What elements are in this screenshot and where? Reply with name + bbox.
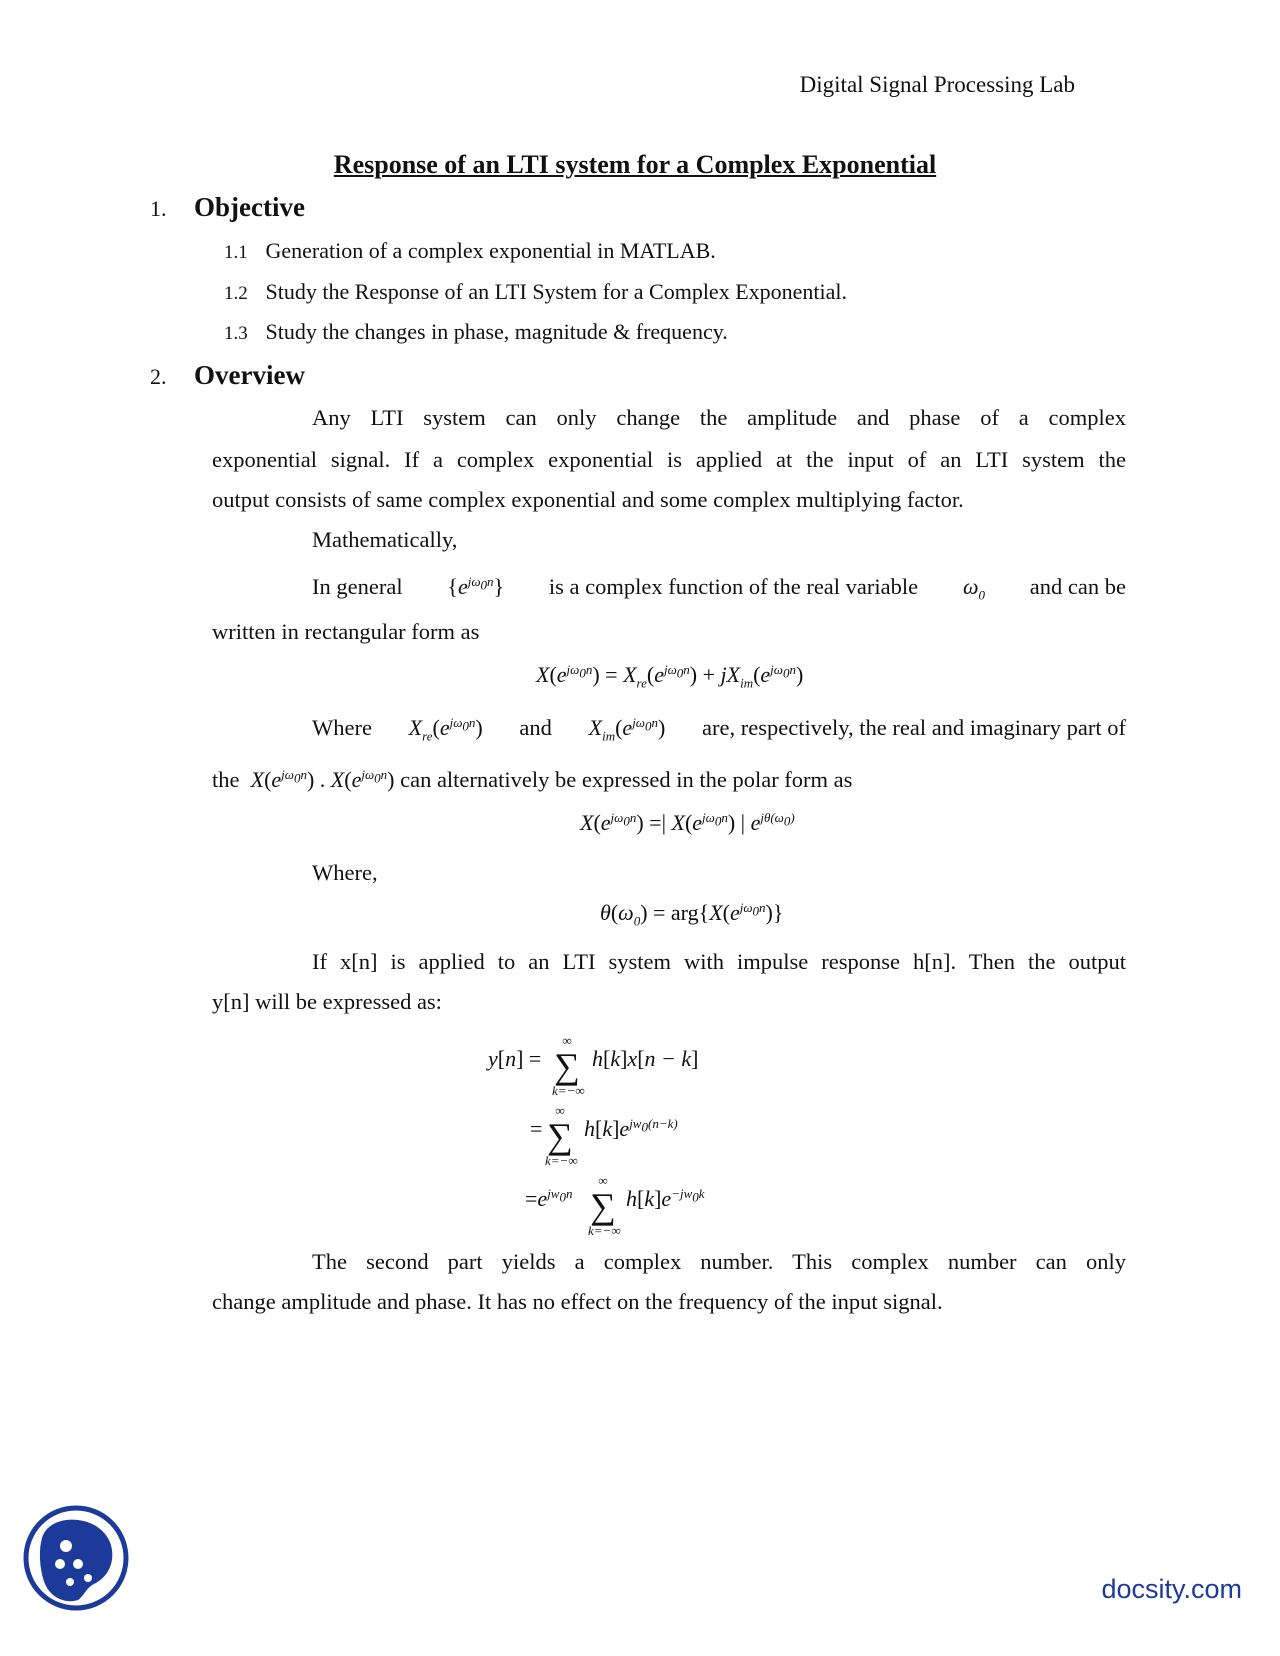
- overview-line: change amplitude and phase. It has no effect on the frequency of the input signal.: [212, 1289, 943, 1314]
- item-number: 1.1: [224, 242, 248, 263]
- summation-symbol: ∞ ∑ k=−∞: [588, 1173, 621, 1238]
- overview-line: [312, 707, 1126, 749]
- section-number: 2.: [150, 364, 167, 389]
- inline-formula-xre: $X_{re}(e^{j\omega_0n})$: [408, 714, 483, 744]
- section-objective-heading: [150, 192, 305, 223]
- text-span: In general: [312, 574, 403, 599]
- equation-phase: $\theta(\omega_0) = arg\{X(e^{j\omega_0n})\}$: [600, 899, 784, 929]
- item-text: Study the Response of an LTI System for a Complex Exponential.: [265, 279, 847, 304]
- equation-convolution-rhs: h[k]x[n − k]: [592, 1046, 699, 1071]
- item-number: 1.2: [224, 283, 248, 304]
- inline-formula-omega0: $\omega_0$: [962, 574, 985, 603]
- docsity-logo-icon: [22, 1504, 130, 1612]
- equation-step-3-rhs: $h[k]e^{-jw_0k}$: [626, 1185, 705, 1211]
- text-span: is a complex function of the real variable: [548, 574, 919, 599]
- summation-symbol: ∞ ∑ k=−∞: [552, 1033, 585, 1098]
- text-span: the: [212, 767, 240, 792]
- overview-line: output consists of same complex exponential and some complex multiplying factor.: [212, 487, 964, 512]
- inline-formula-xim: $X_{im}(e^{j\omega_0n})$: [588, 714, 666, 744]
- footer-brand-link[interactable]: docsity.com: [1101, 1574, 1242, 1604]
- equation-rectangular-form: $X(e^{j\omega_0n}) = X_{re}(e^{j\omega_0n}) + jX_{im}(e^{j\omega_0n})$: [536, 661, 804, 691]
- text-span: can alternatively be expressed in the polar form as: [400, 767, 853, 792]
- inline-formula-exponential: $\{e^{j\omega_0n}\}$: [447, 573, 505, 599]
- item-text: Generation of a complex exponential in MATLAB.: [265, 238, 716, 263]
- item-text: Study the changes in phase, magnitude & frequency.: [265, 319, 728, 344]
- equation-step-2-rhs: $h[k]e^{jw_0(n-k)}$: [584, 1115, 678, 1141]
- equation-convolution-lhs: y[n] =: [488, 1046, 542, 1071]
- page-title: Response of an LTI system for a Complex Exponential: [333, 150, 937, 179]
- section-title: Objective: [194, 192, 305, 222]
- inline-formula-x: $X(e^{j\omega_0n})$ . $X(e^{j\omega_0n})$: [245, 766, 395, 792]
- section-number: 1.: [150, 196, 167, 221]
- overview-line: y[n] will be expressed as:: [212, 989, 442, 1014]
- overview-line: exponential signal. If a complex exponential is applied at the input of an LTI system the: [212, 447, 1126, 472]
- objective-item: [224, 279, 847, 305]
- text-span: and can be: [1029, 574, 1126, 599]
- objective-item: [224, 238, 716, 264]
- objective-item: [224, 319, 728, 345]
- overview-line: written in rectangular form as: [212, 619, 480, 644]
- overview-line: [212, 759, 852, 801]
- equation-polar-form: $X(e^{j\omega_0n})$ =| $X(e^{j\omega_0n})$ | $e^{j\theta(\omega_0)}$: [580, 809, 795, 835]
- text-span: and: [519, 715, 552, 740]
- overview-line: Mathematically,: [312, 527, 458, 552]
- running-header: Digital Signal Processing Lab: [799, 72, 1075, 97]
- section-title: Overview: [194, 360, 305, 390]
- text-span: are, respectively, the real and imaginary part of: [702, 715, 1126, 740]
- overview-line: [312, 566, 1126, 608]
- overview-line: The second part yields a complex number. This complex number can only: [312, 1249, 1126, 1274]
- section-overview-heading: [150, 360, 305, 391]
- overview-line: Where,: [312, 860, 378, 885]
- text-span: Where: [312, 715, 372, 740]
- equation-step-2: =: [530, 1116, 543, 1141]
- summation-symbol: ∞ ∑ k=−∞: [545, 1103, 578, 1168]
- item-number: 1.3: [224, 323, 248, 344]
- equation-step-3: $=e^{jw_0n}$: [525, 1185, 573, 1211]
- overview-line: If x[n] is applied to an LTI system with impulse response h[n]. Then the output: [312, 949, 1126, 974]
- overview-line: Any LTI system can only change the amplitude and phase of a complex: [312, 405, 1126, 430]
